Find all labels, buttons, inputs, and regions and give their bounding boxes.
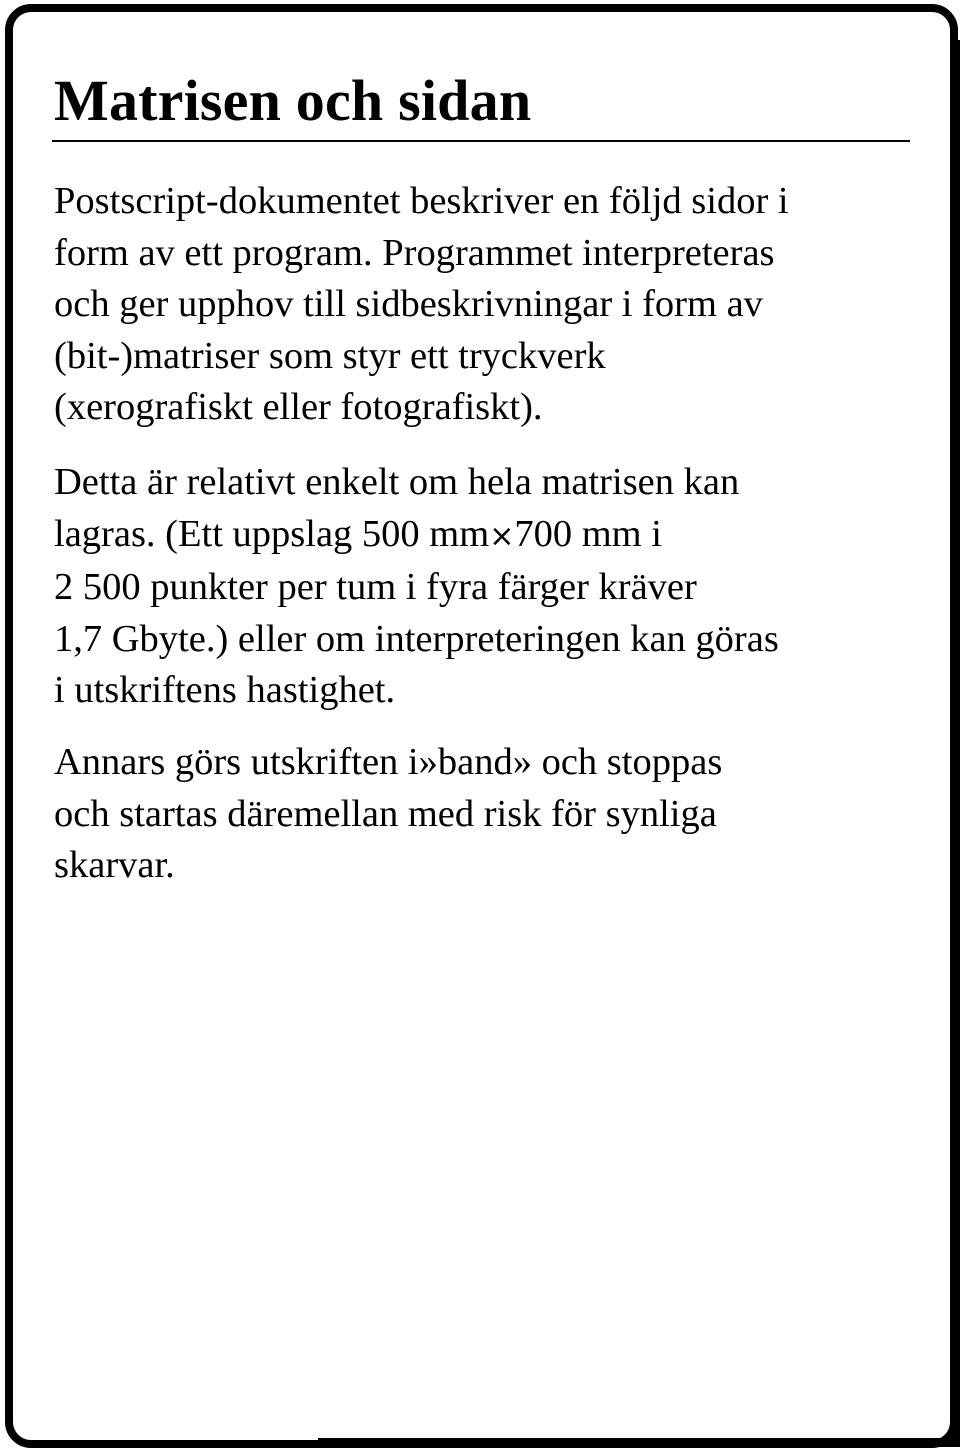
paragraph-3	[54, 737, 914, 892]
paragraph-2-line-3: 2 500 punkter per tum i fyra färger kräver	[54, 566, 697, 608]
times-sign: ×	[489, 518, 515, 554]
paragraph-1	[54, 176, 914, 434]
paragraph-3-line-1: Annars görs utskriften i»band» och stoppas	[54, 741, 723, 783]
paragraph-1-line-4: (bit-)matriser som styr ett tryckverk	[54, 334, 606, 377]
paragraph-3-line-2: och startas däremellan med risk för synliga	[54, 792, 717, 835]
paragraph-2-line-2	[54, 509, 914, 563]
paragraph-2-line-4: 1,7 Gbyte.) eller om interpreteringen kan göras	[54, 617, 779, 660]
title-divider	[52, 140, 910, 142]
page-title: Matrisen och sidan	[54, 68, 532, 133]
paragraph-1-line-3: och ger upphov till sidbeskrivningar i form av	[54, 283, 763, 325]
paragraph-2-line-1: Detta är relativt enkelt om hela matrisen kan	[54, 461, 740, 503]
paragraph-1-line-5: (xerografiskt eller fotografiskt).	[54, 386, 543, 428]
paragraph-1-line-2: form av ett program. Programmet interpreteras	[54, 231, 775, 274]
paragraph-2	[54, 457, 914, 717]
paragraph-2-line-2-end: 700 mm i	[514, 512, 662, 555]
paragraph-2-line-5: i utskriftens hastighet.	[54, 669, 396, 711]
paragraph-1-line-1: Postscript-dokumentet beskriver en följd sidor i	[54, 180, 789, 222]
paragraph-2-line-2-start: lagras. (Ett uppslag 500 mm	[54, 512, 490, 555]
frame-shadow-right	[950, 40, 960, 1447]
frame-shadow-bottom	[318, 1438, 958, 1447]
paragraph-3-line-3: skarvar.	[54, 844, 175, 886]
